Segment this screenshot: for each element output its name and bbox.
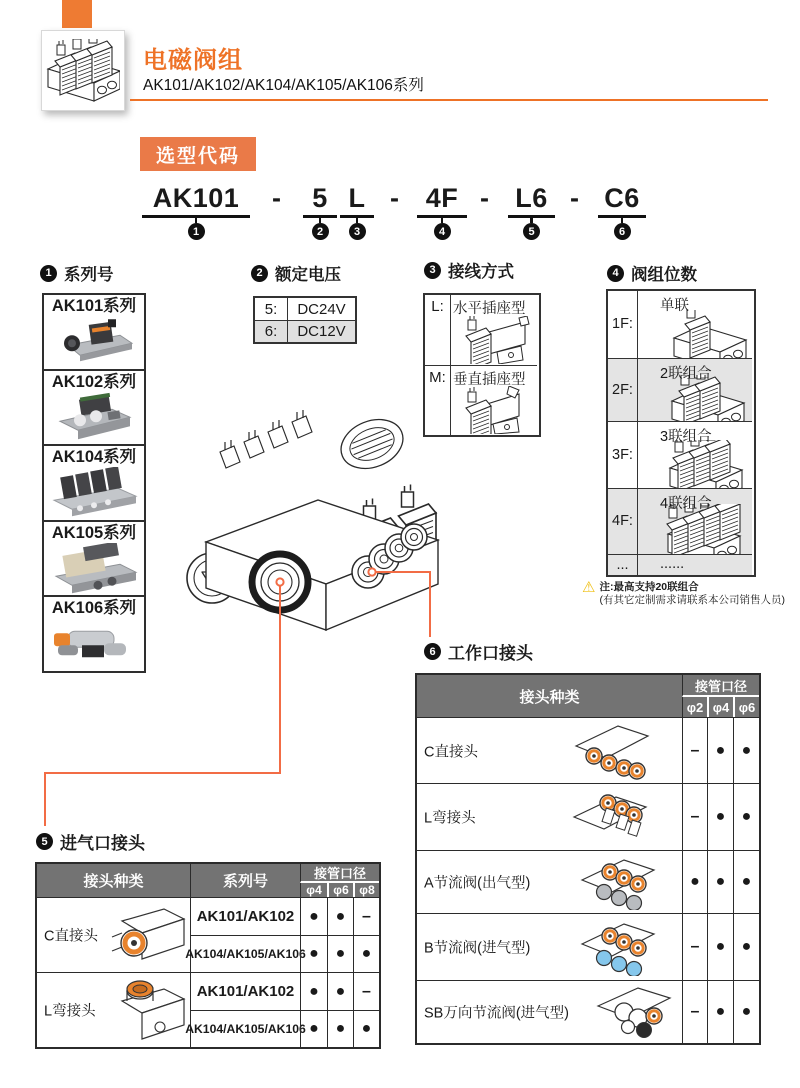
position-row: 2联组合 bbox=[637, 358, 752, 422]
position-row: ...... bbox=[637, 554, 752, 575]
ak101-product-photo bbox=[46, 316, 142, 369]
product-thumbnail bbox=[41, 30, 125, 111]
inlet-port-table bbox=[35, 862, 381, 1049]
a-throttle-valve-drawing bbox=[576, 854, 660, 910]
positions-note bbox=[582, 581, 797, 607]
series-cell: AK104/AK105/AK106 bbox=[190, 1010, 300, 1047]
section-voltage-heading: 2 额定电压 bbox=[251, 261, 341, 285]
position-code: 4F: bbox=[608, 488, 637, 555]
availability-cell: ● bbox=[707, 850, 733, 913]
c-straight-inlet-fitting-drawing bbox=[104, 901, 186, 969]
availability-cell: ● bbox=[327, 1010, 353, 1047]
manifold-assembly-drawing bbox=[176, 392, 456, 648]
vertical-socket-valve-drawing bbox=[463, 386, 535, 434]
position-row: 3联组合 bbox=[637, 421, 752, 488]
series-cell: AK101/AK102 bbox=[190, 897, 300, 935]
voltage-code: 6: bbox=[255, 320, 287, 342]
availability-cell: – bbox=[682, 980, 707, 1043]
availability-cell: ● bbox=[733, 913, 759, 980]
segment-number-badge: 2 bbox=[312, 223, 329, 240]
availability-cell: – bbox=[682, 783, 707, 850]
segment-number-badge: 4 bbox=[434, 223, 451, 240]
availability-cell: ● bbox=[327, 972, 353, 1010]
table-row-type: SB万向节流阀(进气型) bbox=[417, 980, 682, 1043]
inlet-port-drawing bbox=[252, 554, 308, 610]
selection-code-badge: 选型代码 bbox=[140, 137, 256, 171]
column-header-diameter: 接管口径 bbox=[682, 675, 759, 697]
list-item: AK101系列 bbox=[42, 293, 146, 371]
availability-cell: ● bbox=[353, 935, 379, 972]
list-item: AK102系列 bbox=[42, 369, 146, 447]
voltage-table bbox=[253, 296, 357, 344]
section-number-badge: 3 bbox=[424, 262, 441, 279]
positions-table bbox=[606, 289, 756, 577]
wiring-row: 水平插座型 bbox=[450, 295, 537, 365]
code-separator: - bbox=[570, 183, 579, 213]
availability-cell: ● bbox=[707, 717, 733, 783]
section-number-badge: 5 bbox=[36, 833, 53, 850]
title-rule bbox=[130, 99, 768, 101]
availability-cell: ● bbox=[733, 980, 759, 1043]
code-segment-wiring: L 3 bbox=[340, 183, 374, 240]
column-header-type: 接头种类 bbox=[417, 675, 682, 717]
wiring-code: M: bbox=[425, 365, 450, 435]
note-line1: 注:最高支持20联组合 bbox=[599, 581, 699, 593]
ak102-product-photo bbox=[46, 392, 142, 445]
availability-cell: ● bbox=[327, 897, 353, 935]
voltage-value: DC24V bbox=[287, 298, 355, 320]
code-segment-workport: C6 6 bbox=[598, 183, 646, 240]
series-list bbox=[42, 293, 146, 673]
section-number-badge: 1 bbox=[40, 265, 57, 282]
list-item: AK104系列 bbox=[42, 444, 146, 522]
availability-cell: ● bbox=[300, 1010, 327, 1047]
segment-number-badge: 5 bbox=[523, 223, 540, 240]
page-subtitle: AK101/AK102/AK104/AK105/AK106系列 bbox=[143, 77, 424, 94]
wiring-row: 垂直插座型 bbox=[450, 365, 537, 435]
code-separator: - bbox=[390, 183, 399, 213]
column-header-type: 接头种类 bbox=[37, 864, 190, 897]
valve-group-thumbnail-drawing bbox=[46, 39, 120, 103]
segment-number-badge: 3 bbox=[349, 223, 366, 240]
availability-cell: ● bbox=[733, 850, 759, 913]
column-header-series: 系列号 bbox=[190, 864, 300, 897]
availability-cell: ● bbox=[300, 935, 327, 972]
horizontal-socket-valve-drawing bbox=[463, 316, 535, 364]
code-separator: - bbox=[480, 183, 489, 213]
section-wiring-heading: 3 接线方式 bbox=[424, 258, 514, 282]
column-header-phi: φ8 bbox=[353, 883, 379, 897]
availability-cell: ● bbox=[682, 850, 707, 913]
section-number-badge: 2 bbox=[251, 265, 268, 282]
one-station-valve-drawing bbox=[648, 310, 752, 358]
availability-cell: ● bbox=[353, 1010, 379, 1047]
position-row: 4联组合 bbox=[637, 488, 752, 555]
position-code: 1F: bbox=[612, 316, 633, 333]
table-row-type: L弯接头 bbox=[417, 783, 682, 850]
availability-cell: – bbox=[353, 972, 379, 1010]
page-corner-tab bbox=[62, 0, 92, 28]
column-header-phi: φ4 bbox=[707, 697, 733, 717]
work-port-table bbox=[415, 673, 761, 1045]
column-header-diameter: 接管口径 bbox=[300, 864, 379, 883]
section-positions-heading: 4 阀组位数 bbox=[607, 261, 697, 285]
table-row-type: C直接头 bbox=[37, 897, 190, 972]
position-row: 单联 bbox=[637, 291, 752, 358]
ak106-product-photo bbox=[46, 618, 142, 671]
availability-cell: – bbox=[682, 913, 707, 980]
series-cell: AK104/AK105/AK106 bbox=[190, 935, 300, 972]
voltage-value: DC12V bbox=[287, 320, 355, 342]
table-row-type: A节流阀(出气型) bbox=[417, 850, 682, 913]
position-code: ... bbox=[608, 554, 637, 575]
column-header-phi: φ2 bbox=[682, 697, 707, 717]
note-line2: (有其它定制需求请联系本公司销售人员) bbox=[599, 594, 785, 606]
code-separator: - bbox=[272, 183, 281, 213]
availability-cell: – bbox=[682, 717, 707, 783]
b-throttle-valve-drawing bbox=[576, 918, 660, 976]
section-workport-heading: 6 工作口接头 bbox=[424, 639, 533, 664]
position-code: 2F: bbox=[608, 358, 637, 422]
wiring-code: L: bbox=[431, 298, 444, 315]
column-header-phi: φ4 bbox=[300, 883, 327, 897]
availability-cell: – bbox=[353, 897, 379, 935]
section-series-heading: 1 系列号 bbox=[40, 261, 114, 285]
code-segment-series: AK101 1 bbox=[142, 183, 250, 240]
availability-cell: ● bbox=[733, 717, 759, 783]
ak104-product-photo bbox=[46, 467, 142, 520]
warning-icon: ⚠ bbox=[582, 579, 596, 596]
voltage-code: 5: bbox=[264, 300, 278, 318]
column-header-phi: φ6 bbox=[327, 883, 353, 897]
list-item: AK105系列 bbox=[42, 520, 146, 598]
series-cell: AK101/AK102 bbox=[190, 972, 300, 1010]
page-title: 电磁阀组 bbox=[143, 47, 243, 74]
availability-cell: ● bbox=[300, 972, 327, 1010]
table-row-type: C直接头 bbox=[417, 717, 682, 783]
l-elbow-inlet-fitting-drawing bbox=[104, 975, 186, 1045]
list-item: AK106系列 bbox=[42, 595, 146, 673]
three-station-valve-drawing bbox=[648, 440, 752, 488]
availability-cell: ● bbox=[707, 783, 733, 850]
sb-universal-throttle-drawing bbox=[594, 984, 674, 1040]
segment-number-badge: 1 bbox=[188, 223, 205, 240]
availability-cell: ● bbox=[707, 913, 733, 980]
section-number-badge: 6 bbox=[424, 643, 441, 660]
ak105-product-photo bbox=[46, 543, 142, 596]
availability-cell: ● bbox=[733, 783, 759, 850]
table-row-type: B节流阀(进气型) bbox=[417, 913, 682, 980]
section-inlet-heading: 5 进气口接头 bbox=[36, 829, 145, 854]
table-row-type: L弯接头 bbox=[37, 972, 190, 1047]
availability-cell: ● bbox=[707, 980, 733, 1043]
l-elbow-fitting-drawing bbox=[568, 787, 652, 847]
availability-cell: ● bbox=[300, 897, 327, 935]
code-segment-voltage: 5 2 bbox=[303, 183, 337, 240]
code-segment-positions: 4F 4 bbox=[417, 183, 467, 240]
section-number-badge: 4 bbox=[607, 265, 624, 282]
c-straight-fitting-drawing bbox=[568, 722, 652, 780]
segment-number-badge: 6 bbox=[614, 223, 631, 240]
column-header-phi: φ6 bbox=[733, 697, 759, 717]
availability-cell: ● bbox=[327, 935, 353, 972]
code-segment-inlet: L6 5 bbox=[508, 183, 555, 240]
position-code: 3F: bbox=[608, 421, 637, 488]
